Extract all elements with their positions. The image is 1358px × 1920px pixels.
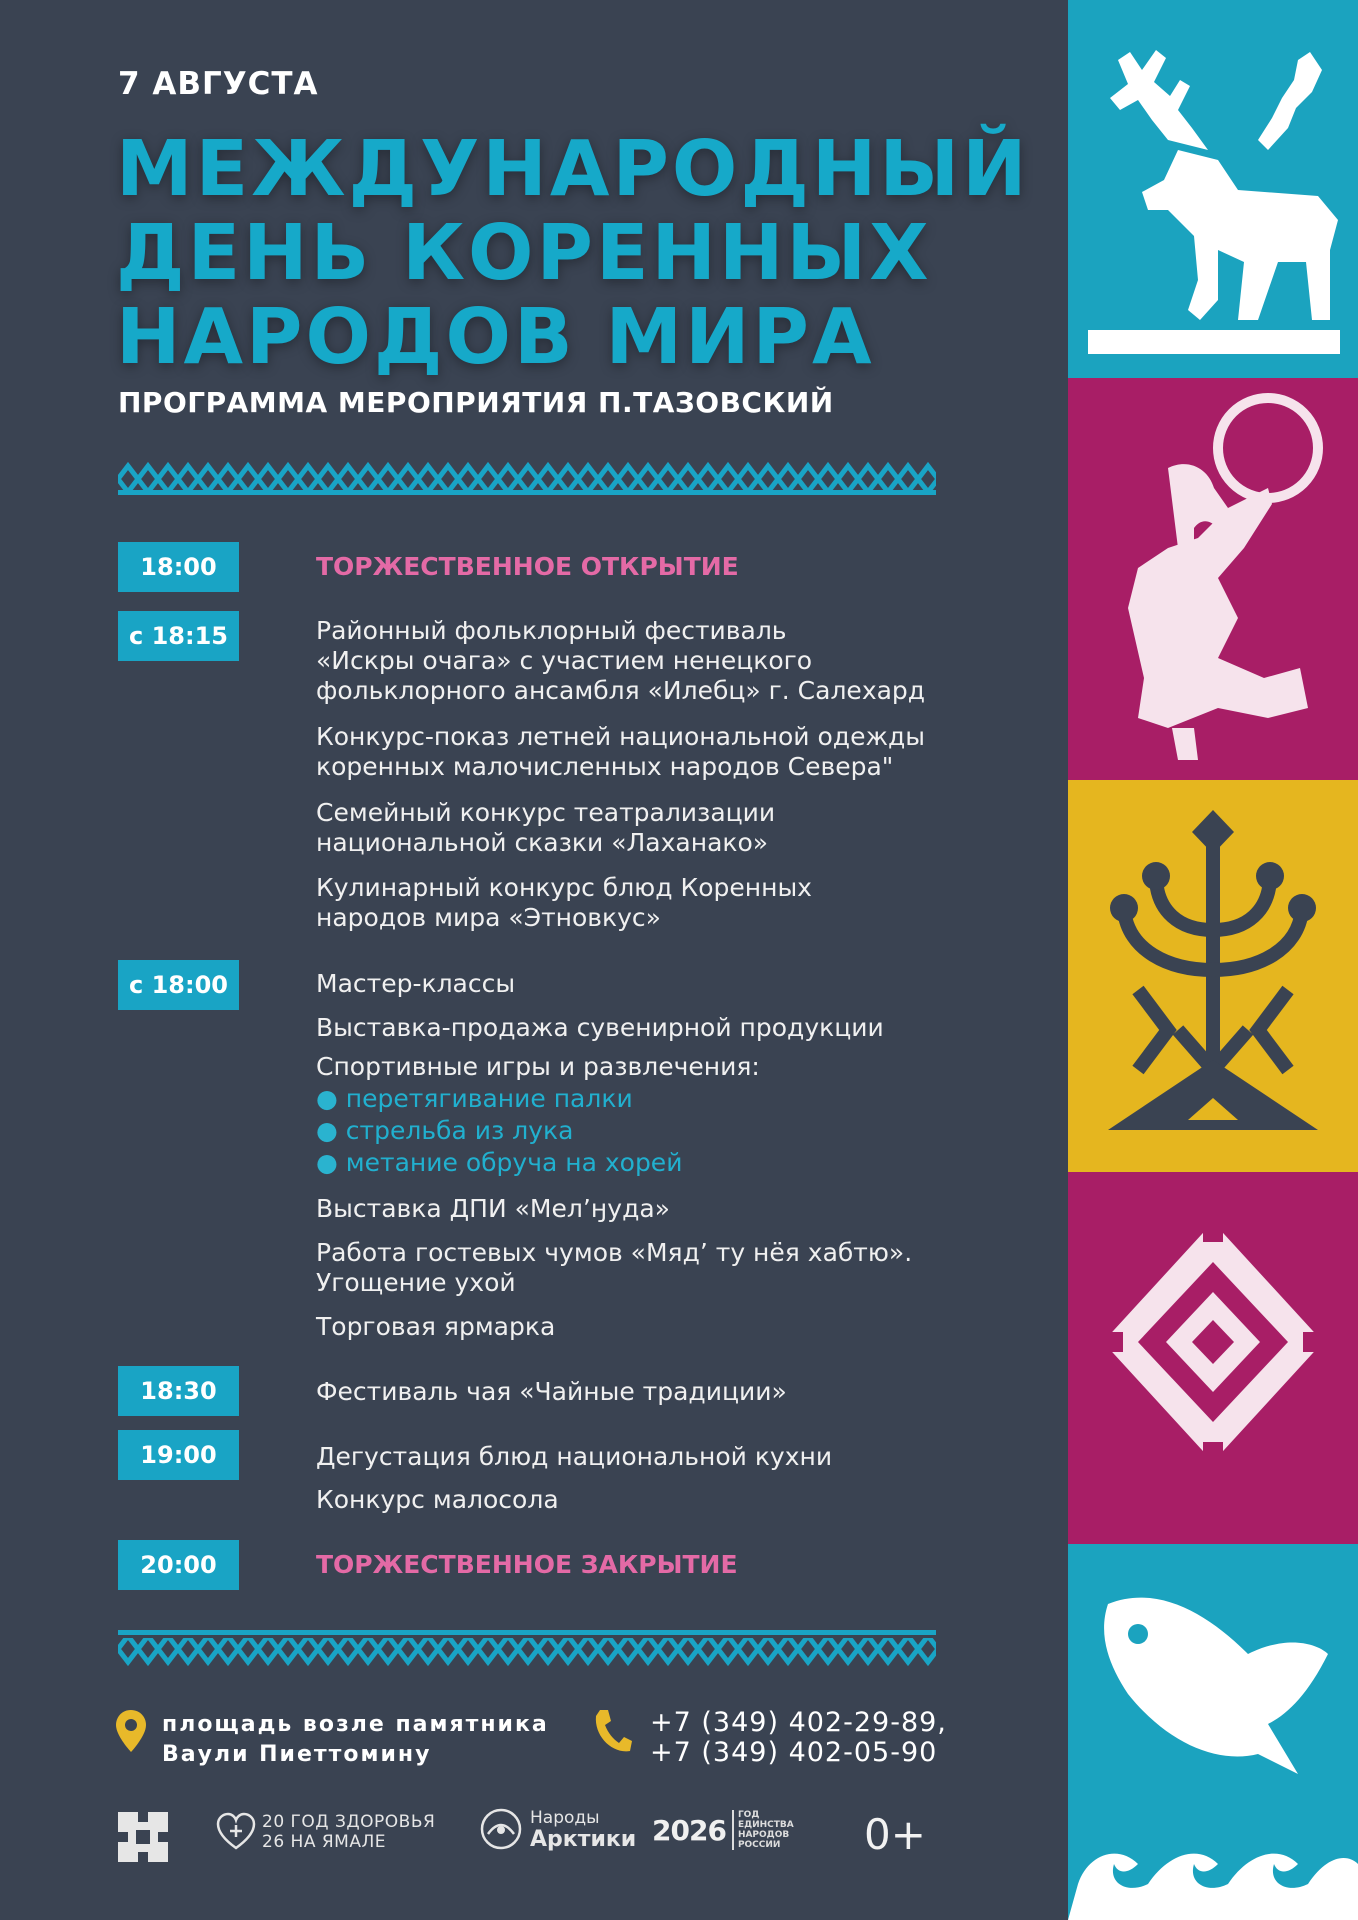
shaman-drummer-icon — [1068, 378, 1358, 780]
event-theatre-contest-2: национальной сказки «Лаханако» — [316, 828, 769, 857]
event-pickle-contest: Конкурс малосола — [316, 1485, 559, 1514]
event-theatre-contest-1: Семейный конкурс театрализации — [316, 798, 776, 827]
time-badge-1830: 18:30 — [118, 1366, 239, 1416]
bullet-icon: ● — [316, 1148, 338, 1177]
logo-2026-line-2: ЕДИНСТВА — [737, 1820, 794, 1830]
fish-waves-icon — [1068, 1544, 1358, 1920]
event-culinary-contest-1: Кулинарный конкурс блюд Коренных — [316, 873, 812, 902]
heart-plus-icon — [216, 1812, 256, 1852]
list-item — [316, 1116, 573, 1146]
list-item — [316, 1148, 682, 1178]
location-pin-icon — [116, 1710, 146, 1752]
event-clothing-contest-1: Конкурс-показ летней национальной одежды — [316, 722, 926, 751]
logo-year-of-health — [216, 1812, 435, 1852]
page-subtitle: ПРОГРАММА МЕРОПРИЯТИЯ П.ТАЗОВСКИЙ — [118, 386, 834, 419]
location-block — [116, 1710, 549, 1770]
time-badge-2000: 20:00 — [118, 1540, 239, 1590]
event-culinary-contest-2: народов мира «Этновкус» — [316, 903, 661, 932]
logo-2026-line-3: НАРОДОВ — [737, 1830, 790, 1840]
event-chum-work-2: Угощение ухой — [316, 1268, 516, 1297]
panel-shaman — [1068, 378, 1358, 780]
panel-tree — [1068, 780, 1358, 1172]
ornament-divider-bottom — [118, 1630, 936, 1668]
page-title — [116, 125, 1066, 382]
bullet-text: перетягивание палки — [345, 1084, 633, 1113]
bullet-icon: ● — [316, 1084, 338, 1113]
title-line-2: ДЕНЬ КОРЕННЫХ — [116, 209, 932, 298]
event-folklore-festival-2: «Искры очага» с участием ненецкого — [316, 646, 813, 675]
phone-number-2: +7 (349) 402-05-90 — [650, 1737, 938, 1768]
time-badge-1900: 19:00 — [118, 1430, 239, 1480]
panel-diamond — [1068, 1172, 1358, 1544]
logo-year-of-unity — [652, 1810, 794, 1850]
event-folklore-festival-1: Районный фольклорный фестиваль — [316, 616, 787, 645]
event-sport-games: Спортивные игры и развлечения: — [316, 1052, 760, 1081]
event-chum-work-1: Работа гостевых чумов «Мяд’ ту нёя хабтю». — [316, 1238, 913, 1267]
event-master-classes: Мастер-классы — [316, 969, 516, 998]
title-line-1: МЕЖДУНАРОДНЫЙ — [116, 125, 1030, 214]
location-line-2: Ваули Пиеттомину — [162, 1742, 432, 1767]
list-item — [316, 1084, 633, 1114]
event-clothing-contest-2: коренных малочисленных народов Севера" — [316, 752, 894, 781]
title-line-3: НАРОДОВ МИРА — [116, 293, 875, 382]
event-date: 7 АВГУСТА — [118, 66, 319, 102]
logo-health-line-1: 20 ГОД ЗДОРОВЬЯ — [262, 1812, 436, 1832]
logo-arctic-line-2: Арктики — [530, 1826, 637, 1852]
event-souvenir-sale: Выставка-продажа сувенирной продукции — [316, 1013, 884, 1042]
partner-logos — [112, 1796, 942, 1880]
event-closing: ТОРЖЕСТВЕННОЕ ЗАКРЫТИЕ — [316, 1550, 738, 1579]
bullet-icon: ● — [316, 1116, 338, 1145]
time-badge-1800: 18:00 — [118, 542, 239, 592]
ornament-divider-top — [118, 460, 936, 498]
phone-number-1: +7 (349) 402-29-89, — [650, 1707, 947, 1738]
location-line-1: площадь возле памятника — [162, 1712, 549, 1737]
panel-fish — [1068, 1544, 1358, 1920]
diamond-ornament-icon — [1068, 1172, 1358, 1544]
tree-of-life-icon — [1068, 780, 1358, 1172]
arctic-emblem-icon — [478, 1806, 524, 1852]
age-rating: 0+ — [864, 1810, 926, 1859]
event-opening: ТОРЖЕСТВЕННОЕ ОТКРЫТИЕ — [316, 552, 739, 581]
district-emblem-icon — [114, 1808, 172, 1866]
event-fair: Торговая ярмарка — [316, 1312, 556, 1341]
event-dpi-exhibition: Выставка ДПИ «Мел’ӈуда» — [316, 1194, 670, 1223]
logo-arctic-peoples — [478, 1806, 636, 1852]
reindeer-icon — [1068, 0, 1358, 378]
time-badge-1815: с 18:15 — [118, 611, 239, 661]
logo-arctic-line-1: Народы — [530, 1807, 600, 1828]
logo-2026-year: 2026 — [652, 1813, 726, 1847]
phone-block — [592, 1708, 947, 1768]
panel-reindeer — [1068, 0, 1358, 378]
event-tasting: Дегустация блюд национальной кухни — [316, 1442, 833, 1471]
logo-2026-line-4: РОССИИ — [737, 1840, 781, 1850]
event-folklore-festival-3: фольклорного ансамбля «Илебц» г. Салехард — [316, 676, 926, 705]
bullet-text: стрельба из лука — [345, 1116, 574, 1145]
bullet-text: метание обруча на хорей — [345, 1148, 683, 1177]
phone-icon — [592, 1708, 632, 1754]
time-badge-from-1800: с 18:00 — [118, 960, 239, 1010]
event-tea-festival: Фестиваль чая «Чайные традиции» — [316, 1377, 787, 1406]
logo-health-line-2: 26 НА ЯМАЛЕ — [262, 1832, 386, 1852]
logo-2026-line-1: ГОД — [737, 1810, 760, 1820]
